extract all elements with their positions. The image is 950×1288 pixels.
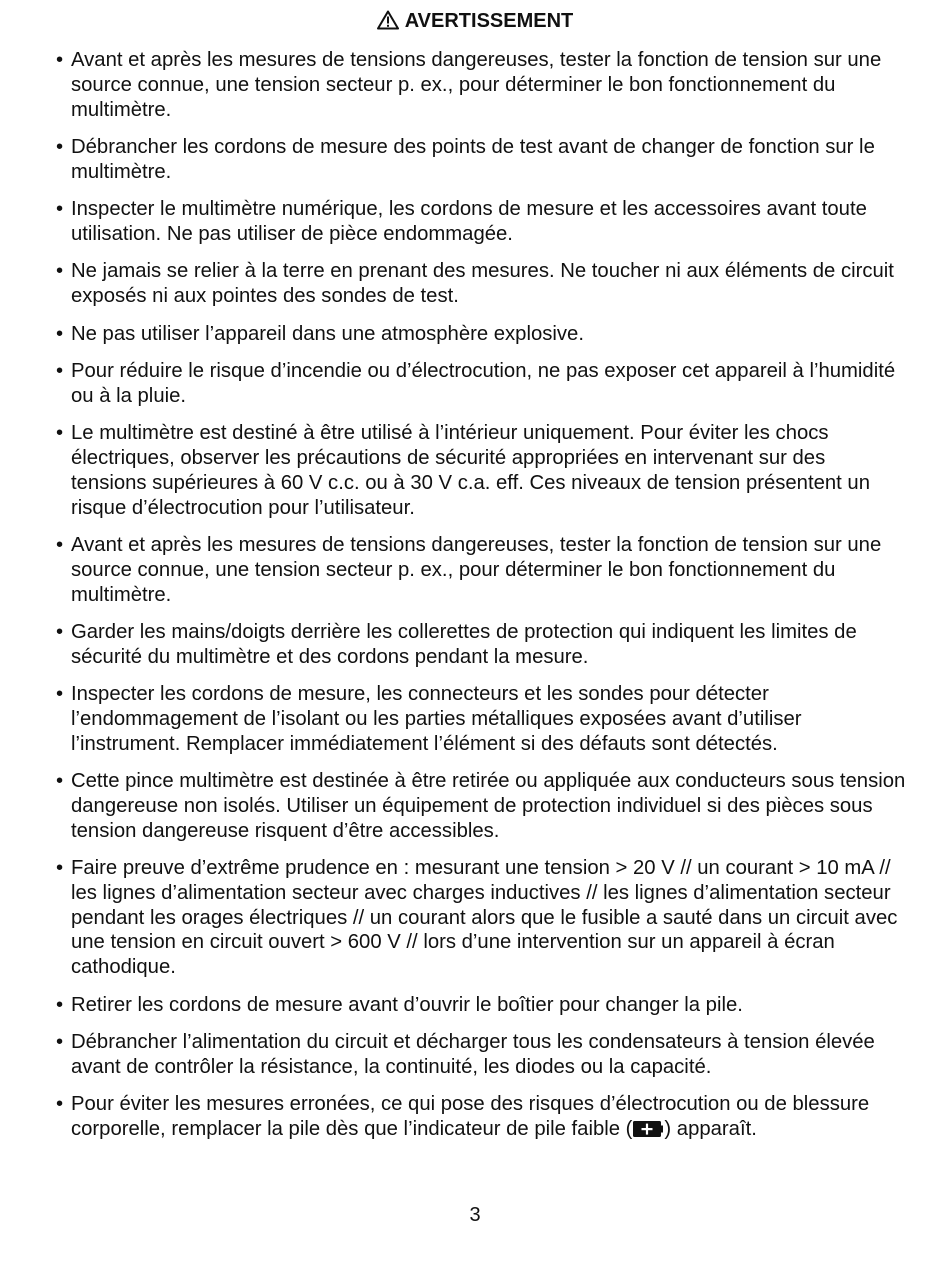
list-item: • Débrancher les cordons de mesure des points de test avant de changer de fonction sur le multimètre.: [56, 135, 875, 183]
low-battery-icon: [633, 1120, 663, 1138]
list-item: • Cette pince multimètre est destinée à être retirée ou appliquée aux conducteurs sous tension dangereuse non isolés. Utiliser un équipement de protection individuel si des pièces sous tension dangereuse risquent d’être accessibles.: [56, 770, 906, 842]
warning-title: AVERTISSEMENT: [404, 10, 574, 32]
list-item: • Avant et après les mesures de tensions dangereuses, tester la fonction de tension sur une source connue, une tension secteur p. ex., pour déterminer le bon fonctionnement du multimètre.: [56, 533, 882, 606]
list-item: • Avant et après les mesures de tensions dangereuses, tester la fonction de tension sur une source connue, une tension secteur p. ex., pour déterminer le bon fonctionnement du multimètre.: [56, 49, 882, 121]
list-item: • Ne pas utiliser l’appareil dans une atmosphère explosive.: [56, 322, 584, 345]
list-item: • Le multimètre est destiné à être utilisé à l’intérieur uniquement. Pour éviter les chocs électriques, observer les précautions de sécurité appropriées en intervenant sur des tensions supérieures à 60 V c.c. ou à 30 V c.a. eff. Ces niveaux de tension présentent un risque d’électrocution pour l’utilisateur.: [56, 422, 870, 519]
list-item: • Faire preuve d’extrême prudence en : mesurant une tension > 20 V // un courant > 10 mA // les lignes d’alimentation secteur avec charges inductives // les lignes d’alimentation secteur pendant les orages électriques // un courant alors que le fusible a sauté dans un circuit avec une tension en circuit ouvert > 600 V // lors d’une intervention sur un appareil à écran cathodique.: [56, 857, 898, 979]
warning-triangle-icon: [377, 10, 399, 30]
list-item: • Inspecter les cordons de mesure, les connecteurs et les sondes pour détecter l’endommagement de l’isolant ou les parties métalliques exposées avant d’utiliser l’instrument. Remplacer immédiatement l’élément si des défauts sont détectés.: [56, 683, 802, 755]
list-item: • Pour éviter les mesures erronées, ce qui pose des risques d’électrocution ou de blessure corporelle, remplacer la pile dès que l’indicateur de pile faible ( ) apparaît.: [56, 1093, 870, 1140]
warning-heading: [0, 8, 950, 34]
list-item: • Débrancher l’alimentation du circuit et décharger tous les condensateurs à tension élevée avant de contrôler la résistance, la continuité, les diodes ou la capacité.: [56, 1031, 875, 1078]
list-item: • Pour réduire le risque d’incendie ou d’électrocution, ne pas exposer cet appareil à l’humidité ou à la pluie.: [56, 359, 896, 407]
page-number: 3: [469, 1204, 481, 1226]
list-item: • Ne jamais se relier à la terre en prenant des mesures. Ne toucher ni aux éléments de circuit exposés ni aux pointes des sondes de test.: [56, 260, 894, 308]
list-item: • Garder les mains/doigts derrière les collerettes de protection qui indiquent les limites de sécurité du multimètre et des cordons pendant la mesure.: [56, 620, 857, 668]
list-item: • Inspecter le multimètre numérique, les cordons de mesure et les accessoires avant toute utilisation. Ne pas utiliser de pièce endommagée.: [56, 198, 867, 245]
list-item: • Retirer les cordons de mesure avant d’ouvrir le boîtier pour changer la pile.: [56, 993, 743, 1016]
safety-warning-list: [56, 48, 906, 1154]
